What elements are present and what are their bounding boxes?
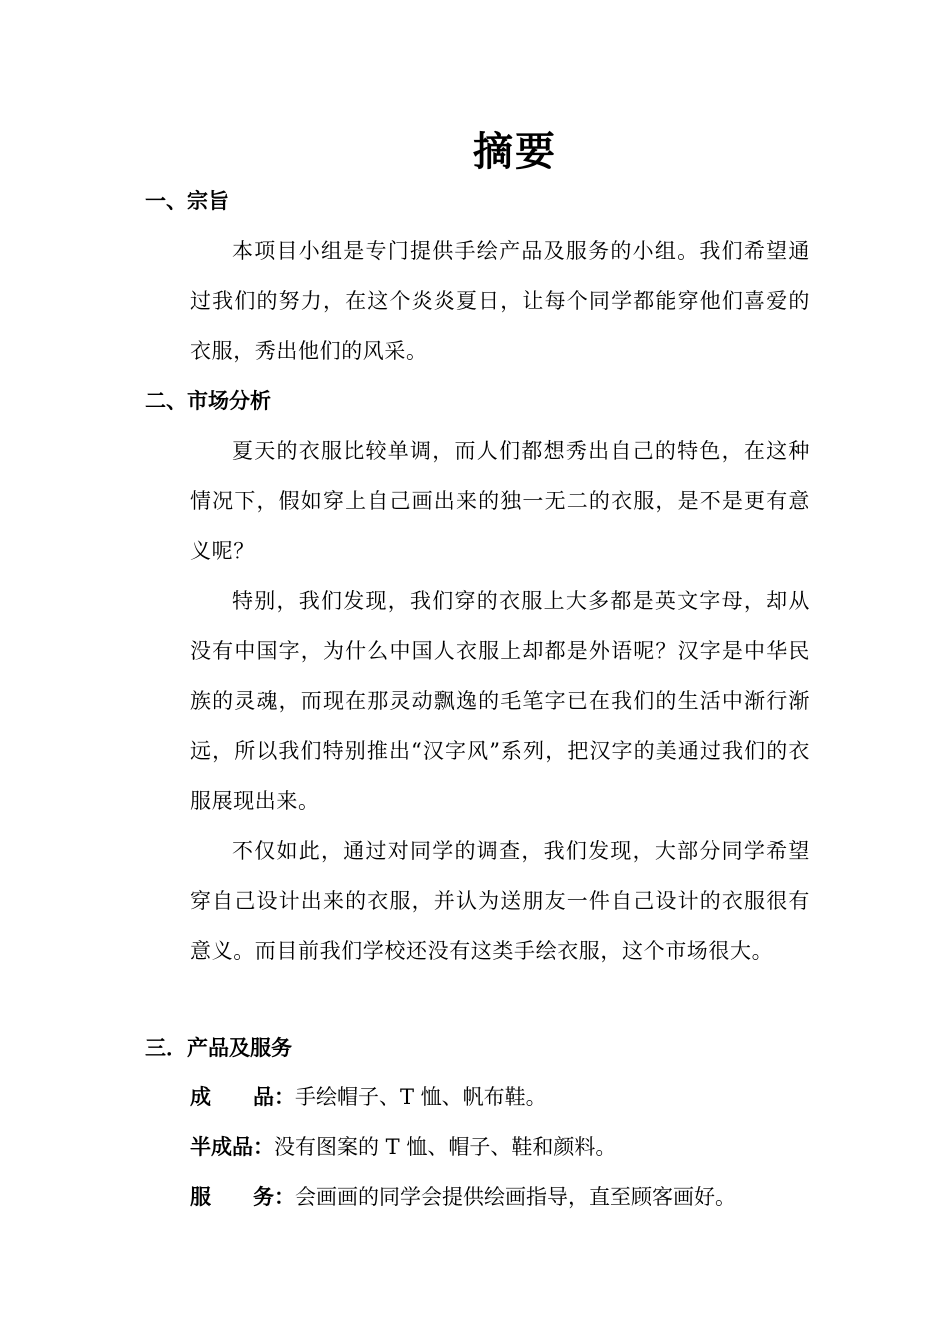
- section-heading-purpose: 一、宗旨: [145, 189, 229, 213]
- page-title: 摘要: [473, 128, 557, 175]
- item-text: 手绘帽子、T 恤、帆布鞋。: [295, 1085, 547, 1109]
- product-item-finished: [190, 1082, 547, 1112]
- product-item-semi-finished: [190, 1132, 616, 1162]
- item-label: 半成品: [190, 1135, 253, 1159]
- item-text: 会画画的同学会提供绘画指导，直至顾客画好。: [295, 1185, 736, 1209]
- item-colon: ：: [274, 1085, 295, 1109]
- paragraph-market-2: 特别，我们发现，我们穿的衣服上大多都是英文字母，却从没有中国字，为什么中国人衣服上却都是外语呢？汉字是中华民族的灵魂，而现在那灵动飘逸的毛笔字已在我们的生活中渐行渐远，所以我们特别推出“汉字风”系列，把汉字的美通过我们的衣服展现出来。: [190, 589, 810, 813]
- item-label: 成 品: [190, 1085, 274, 1109]
- item-label: 服 务: [190, 1185, 274, 1209]
- paragraph-market-1: 夏天的衣服比较单调，而人们都想秀出自己的特色，在这种情况下，假如穿上自己画出来的独一无二的衣服，是不是更有意义呢？: [190, 439, 810, 563]
- product-item-service: [190, 1182, 736, 1212]
- paragraph-market-3: 不仅如此，通过对同学的调查，我们发现，大部分同学希望穿自己设计出来的衣服，并认为送朋友一件自己设计的衣服很有意义。而目前我们学校还没有这类手绘衣服，这个市场很大。: [190, 839, 810, 963]
- item-text: 没有图案的 T 恤、帽子、鞋和颜料。: [274, 1135, 617, 1159]
- item-colon: ：: [253, 1135, 274, 1159]
- paragraph-purpose: 本项目小组是专门提供手绘产品及服务的小组。我们希望通过我们的努力，在这个炎炎夏日，让每个同学都能穿他们喜爱的衣服，秀出他们的风采。: [190, 239, 810, 363]
- item-colon: ：: [274, 1185, 295, 1209]
- section-heading-products: 三．产品及服务: [145, 1036, 292, 1060]
- section-heading-market-analysis: 二、市场分析: [145, 389, 271, 413]
